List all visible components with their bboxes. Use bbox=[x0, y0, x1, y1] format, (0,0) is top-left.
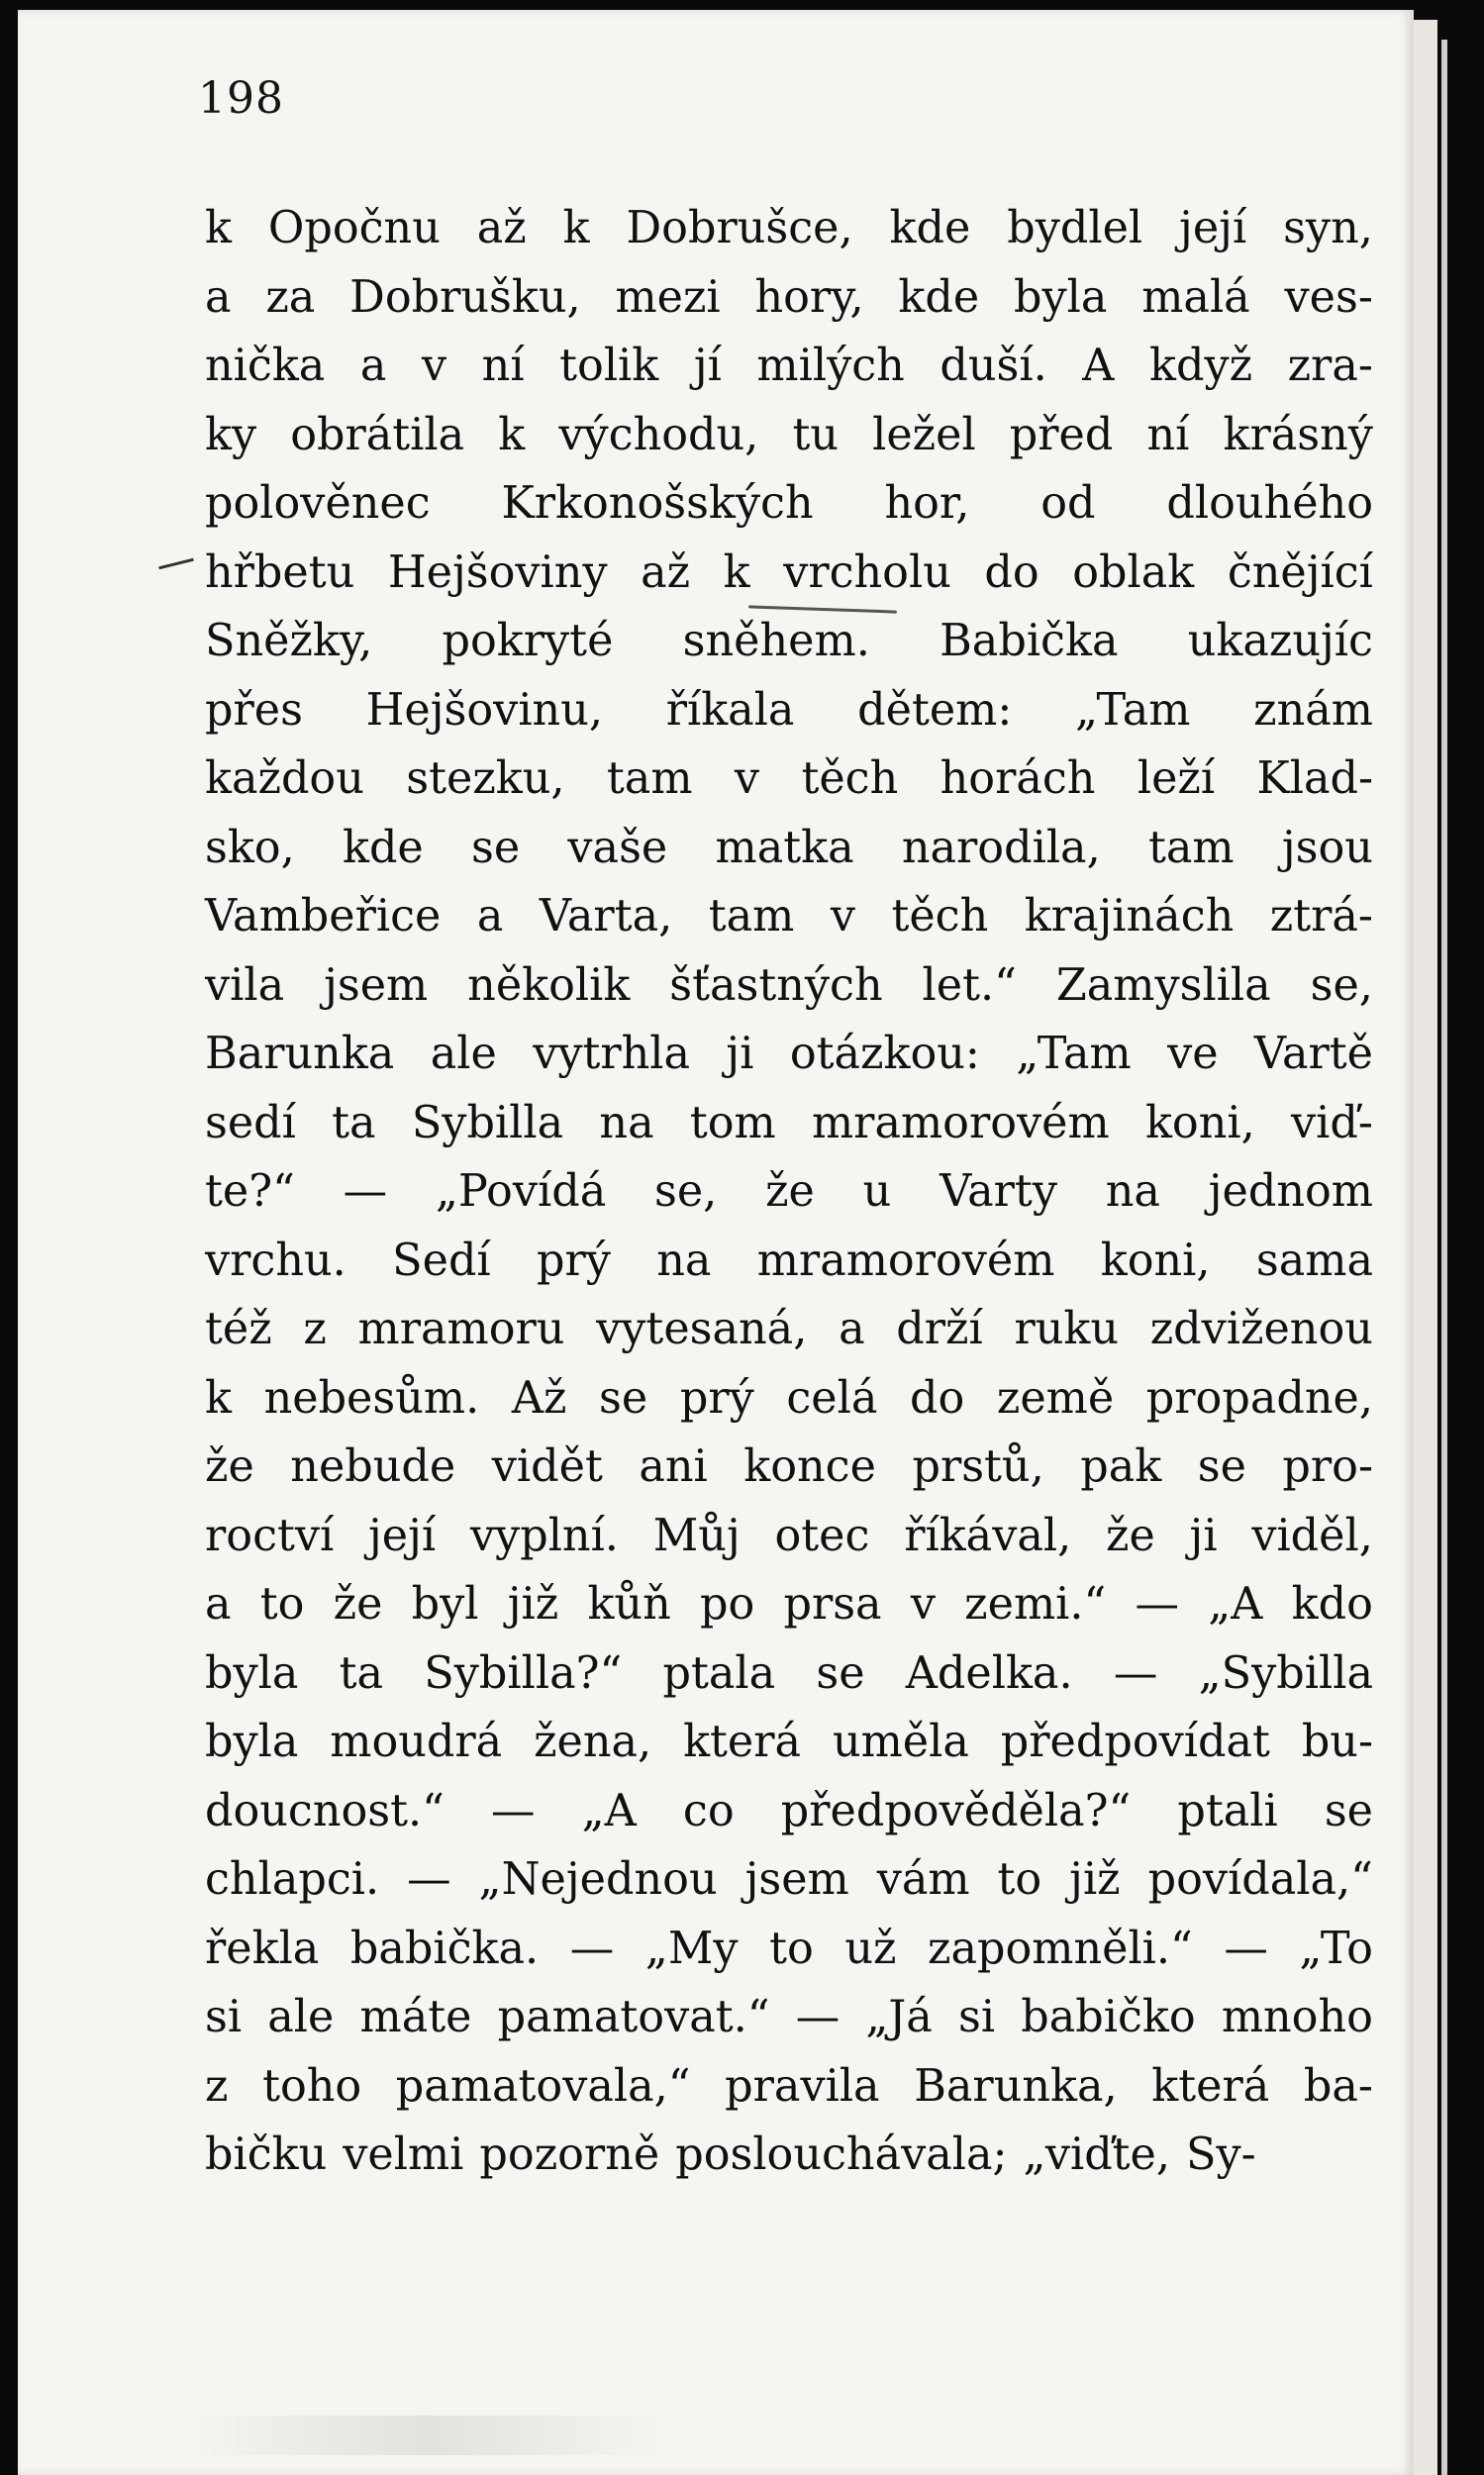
word: u bbox=[862, 1166, 892, 1217]
word: jí bbox=[693, 341, 722, 391]
word: vrcholu bbox=[783, 546, 951, 598]
word: znám bbox=[1253, 684, 1373, 736]
word: Sybilla bbox=[411, 1097, 564, 1148]
word: roctví bbox=[205, 1510, 335, 1561]
word: Dobrušku, bbox=[349, 271, 581, 323]
word: přes bbox=[205, 684, 303, 736]
word: Hejšovinu, bbox=[365, 684, 604, 736]
word: Klad- bbox=[1256, 753, 1373, 804]
word: kde bbox=[898, 271, 980, 323]
word: krásný bbox=[1223, 409, 1373, 460]
word: ji bbox=[1189, 1510, 1218, 1561]
word: Barunka bbox=[205, 1029, 395, 1079]
word: hor, bbox=[884, 478, 970, 529]
word: pamatovala,“ bbox=[395, 2060, 691, 2112]
word: jsem bbox=[324, 959, 429, 1011]
word: žena, bbox=[534, 1717, 652, 1767]
word: se, bbox=[1310, 959, 1373, 1011]
word: šťastných bbox=[669, 959, 883, 1011]
word: si bbox=[205, 1992, 243, 2042]
word: „A bbox=[581, 1785, 637, 1836]
word: oblak bbox=[1072, 546, 1195, 598]
word: toho bbox=[262, 2060, 362, 2112]
word: polověnec bbox=[205, 478, 431, 529]
word: vila bbox=[205, 959, 285, 1011]
word: říkával, bbox=[904, 1510, 1072, 1561]
word: prstů, bbox=[912, 1441, 1044, 1492]
word: Krkonošských bbox=[501, 478, 814, 529]
word: co bbox=[682, 1785, 735, 1836]
word: kůň bbox=[587, 1579, 671, 1630]
word: Varty bbox=[940, 1166, 1057, 1217]
word: uměla bbox=[832, 1717, 969, 1767]
word: zemi.“ bbox=[964, 1579, 1107, 1630]
word: — bbox=[343, 1166, 388, 1217]
word: tam bbox=[708, 891, 795, 941]
word: že bbox=[333, 1579, 383, 1630]
word: zdviženou bbox=[1149, 1304, 1373, 1354]
word: její bbox=[368, 1510, 437, 1561]
word: sněhem. bbox=[682, 616, 870, 666]
word: — bbox=[795, 1992, 841, 2042]
text-line bbox=[205, 1295, 1373, 1364]
word: ani bbox=[639, 1441, 708, 1492]
word: „Tam bbox=[1075, 684, 1191, 736]
text-line bbox=[205, 1570, 1373, 1639]
word: babička. bbox=[349, 1923, 540, 1974]
word: kdo bbox=[1291, 1579, 1373, 1630]
word: sama bbox=[1255, 1235, 1373, 1286]
word: Varta, bbox=[539, 891, 673, 941]
word: každou bbox=[205, 753, 364, 804]
word: prý bbox=[536, 1235, 611, 1286]
word: předpovídat bbox=[1000, 1717, 1270, 1767]
word: „My bbox=[644, 1923, 739, 1974]
word: vytesaná, bbox=[596, 1304, 808, 1354]
word: po bbox=[699, 1579, 755, 1630]
text-line bbox=[205, 951, 1373, 1021]
word: pokryté bbox=[442, 616, 614, 666]
word: povídala,“ bbox=[1147, 1854, 1373, 1905]
word: ji bbox=[726, 1029, 754, 1079]
word: babičko bbox=[1021, 1992, 1196, 2042]
word: koni, bbox=[1100, 1235, 1211, 1286]
word: těch bbox=[891, 891, 989, 941]
word: ale bbox=[267, 1992, 335, 2042]
text-line bbox=[205, 607, 1373, 676]
word: na bbox=[656, 1235, 712, 1286]
word: ní bbox=[1146, 409, 1190, 460]
word: bu- bbox=[1301, 1717, 1373, 1767]
word: kde bbox=[889, 203, 971, 253]
word: mramorovém bbox=[811, 1097, 1110, 1148]
text-line bbox=[205, 1020, 1373, 1089]
word: nička bbox=[205, 341, 326, 391]
word: moudrá bbox=[330, 1717, 503, 1767]
word: — bbox=[407, 1854, 451, 1905]
word: pro- bbox=[1282, 1441, 1373, 1492]
word: ves- bbox=[1284, 271, 1373, 323]
word: Vambeřice bbox=[205, 891, 442, 941]
word: ztrá- bbox=[1269, 891, 1373, 941]
text-line bbox=[205, 1227, 1373, 1296]
word: k bbox=[498, 409, 526, 460]
text-line bbox=[205, 1708, 1373, 1777]
word: chlapci. bbox=[205, 1854, 380, 1905]
word: — bbox=[1113, 1647, 1158, 1699]
text-line bbox=[205, 2052, 1373, 2122]
word: bičku bbox=[205, 2129, 328, 2180]
word: čnějící bbox=[1227, 546, 1373, 598]
word: Sy- bbox=[1186, 2129, 1256, 2180]
word: Zamyslila bbox=[1055, 959, 1271, 1011]
word: obrátila bbox=[290, 409, 465, 460]
word: řekla bbox=[205, 1923, 320, 1974]
word: jsem bbox=[744, 1854, 849, 1905]
text-line bbox=[205, 539, 1373, 608]
word: jednom bbox=[1208, 1166, 1373, 1217]
word: syn, bbox=[1283, 203, 1373, 253]
word: těch bbox=[801, 753, 899, 804]
word: k bbox=[562, 203, 590, 253]
word: že bbox=[1106, 1510, 1155, 1561]
word: když bbox=[1149, 341, 1253, 391]
text-line bbox=[205, 332, 1373, 401]
word: několik bbox=[467, 959, 631, 1011]
word: Babička bbox=[940, 616, 1119, 666]
word: narodila, bbox=[901, 822, 1101, 873]
word: a bbox=[205, 1579, 232, 1630]
word: hory, bbox=[754, 271, 864, 323]
word: již bbox=[507, 1579, 559, 1630]
word: do bbox=[984, 546, 1039, 598]
text-line bbox=[205, 1915, 1373, 1984]
word: Barunka, bbox=[914, 2060, 1118, 2112]
word: mramorovém bbox=[756, 1235, 1055, 1286]
word: tam bbox=[1147, 822, 1235, 873]
text-line bbox=[205, 469, 1373, 539]
word: viděl, bbox=[1251, 1510, 1373, 1561]
word: propadne, bbox=[1145, 1372, 1373, 1424]
word: byl bbox=[411, 1579, 479, 1630]
word: na bbox=[1105, 1166, 1160, 1217]
word: „Sybilla bbox=[1198, 1647, 1373, 1699]
word: let.“ bbox=[922, 959, 1017, 1011]
word: tom bbox=[689, 1097, 776, 1148]
word: Sybilla?“ bbox=[424, 1647, 623, 1699]
word: hřbetu bbox=[205, 546, 355, 598]
word: otázkou: bbox=[789, 1029, 980, 1079]
word: mnoho bbox=[1221, 1992, 1373, 2042]
word: pak bbox=[1080, 1441, 1162, 1492]
word: jsou bbox=[1281, 822, 1373, 873]
word: že bbox=[765, 1166, 815, 1217]
text-line bbox=[205, 882, 1373, 951]
word: vytrhla bbox=[533, 1029, 691, 1079]
text-line bbox=[205, 1364, 1373, 1434]
word: ta bbox=[332, 1097, 376, 1148]
word: — bbox=[491, 1785, 536, 1836]
word: krajinách bbox=[1024, 891, 1235, 941]
word: v bbox=[421, 341, 447, 391]
word: mezi bbox=[615, 271, 721, 323]
word: bydlel bbox=[1007, 203, 1143, 253]
word: dětem: bbox=[857, 684, 1013, 736]
word: ba- bbox=[1303, 2060, 1373, 2112]
word: milých bbox=[756, 341, 905, 391]
word: tu bbox=[792, 409, 839, 460]
word: a bbox=[359, 341, 387, 391]
text-line bbox=[205, 1983, 1373, 2052]
text-line bbox=[205, 744, 1373, 814]
word: před bbox=[1009, 409, 1114, 460]
word: velmi bbox=[343, 2129, 464, 2180]
word: vyplní. bbox=[469, 1510, 619, 1561]
word: východu, bbox=[558, 409, 759, 460]
word: pravila bbox=[725, 2060, 880, 2112]
word: do bbox=[909, 1372, 965, 1424]
word: ky bbox=[205, 409, 257, 460]
word: matka bbox=[715, 822, 854, 873]
word: Sedí bbox=[392, 1235, 491, 1286]
word: „To bbox=[1299, 1923, 1373, 1974]
word: vaše bbox=[567, 822, 668, 873]
word: v bbox=[734, 753, 760, 804]
word: vidět bbox=[491, 1441, 603, 1492]
word: máte bbox=[359, 1992, 472, 2042]
word: sko, bbox=[205, 822, 295, 873]
word: „Tam bbox=[1016, 1029, 1132, 1079]
word: a bbox=[476, 891, 504, 941]
word: pozorně bbox=[479, 2129, 660, 2180]
text-line bbox=[205, 1089, 1373, 1158]
word: která bbox=[683, 1717, 802, 1767]
word: se bbox=[471, 822, 521, 873]
word: ta bbox=[339, 1647, 384, 1699]
word: až bbox=[476, 203, 527, 253]
word: — bbox=[569, 1923, 615, 1974]
word: Adelka. bbox=[905, 1647, 1073, 1699]
text-line bbox=[205, 814, 1373, 883]
word: poslouchávala; bbox=[675, 2129, 1008, 2180]
word: „Já bbox=[865, 1992, 933, 2042]
word: — bbox=[1224, 1923, 1268, 1974]
word: Až bbox=[511, 1372, 567, 1424]
word: Vartě bbox=[1253, 1029, 1373, 1079]
word: leží bbox=[1137, 753, 1216, 804]
text-line bbox=[205, 401, 1373, 470]
word: „A bbox=[1208, 1579, 1263, 1630]
word: už bbox=[844, 1923, 897, 1974]
word: sedí bbox=[205, 1097, 296, 1148]
word: k bbox=[205, 203, 232, 253]
word: se bbox=[816, 1647, 865, 1699]
word: již bbox=[1069, 1854, 1121, 1905]
word: zra- bbox=[1287, 341, 1373, 391]
word: tolik bbox=[559, 341, 659, 391]
word: zapomněli.“ bbox=[928, 1923, 1193, 1974]
word: koni, bbox=[1144, 1097, 1255, 1148]
word: celá bbox=[786, 1372, 878, 1424]
scan-smudge bbox=[178, 2416, 673, 2455]
word: byla bbox=[205, 1717, 299, 1767]
word: a bbox=[839, 1304, 865, 1354]
word: od bbox=[1040, 478, 1096, 529]
word: byla bbox=[1014, 271, 1108, 323]
word: byla bbox=[205, 1647, 299, 1699]
word: z bbox=[303, 1304, 327, 1354]
word: malá bbox=[1141, 271, 1250, 323]
word: stezku, bbox=[406, 753, 565, 804]
text-line bbox=[205, 1502, 1373, 1571]
text-line bbox=[205, 2121, 1373, 2190]
word: to bbox=[997, 1854, 1042, 1905]
word: Dobrušce, bbox=[626, 203, 853, 253]
word: k bbox=[723, 546, 750, 598]
word: „viďte, bbox=[1023, 2129, 1171, 2180]
word: ptala bbox=[662, 1647, 776, 1699]
word: to bbox=[769, 1923, 814, 1974]
word: prý bbox=[679, 1372, 754, 1424]
word: se bbox=[1197, 1441, 1246, 1492]
word: že bbox=[205, 1441, 254, 1492]
word: otec bbox=[774, 1510, 870, 1561]
word: drží bbox=[896, 1304, 983, 1354]
text-line bbox=[205, 1845, 1373, 1915]
word: se bbox=[599, 1372, 648, 1424]
word: z bbox=[205, 2060, 229, 2112]
word: „Povídá bbox=[435, 1166, 607, 1217]
word: „Nejednou bbox=[478, 1854, 718, 1905]
word: říkala bbox=[665, 684, 795, 736]
word: mramoru bbox=[357, 1304, 565, 1354]
word: Opočnu bbox=[267, 203, 441, 253]
text-line bbox=[205, 1433, 1373, 1502]
word: dlouhého bbox=[1166, 478, 1373, 529]
word: vám bbox=[876, 1854, 970, 1905]
word: se bbox=[1324, 1785, 1373, 1836]
word: předpověděla?“ bbox=[780, 1785, 1132, 1836]
word: též bbox=[205, 1304, 272, 1354]
word: pamatovat.“ bbox=[497, 1992, 770, 2042]
text-line bbox=[205, 194, 1373, 263]
word: země bbox=[996, 1372, 1115, 1424]
word: vrchu. bbox=[205, 1235, 346, 1286]
word: duší. bbox=[940, 341, 1047, 391]
word: doucnost.“ bbox=[205, 1785, 445, 1836]
body-text bbox=[205, 194, 1373, 2190]
word: ruku bbox=[1014, 1304, 1119, 1354]
page-number: 198 bbox=[198, 73, 284, 124]
word: Můj bbox=[652, 1510, 741, 1561]
word: ale bbox=[430, 1029, 497, 1079]
word: ní bbox=[481, 341, 525, 391]
word: která bbox=[1151, 2060, 1270, 2112]
word: — bbox=[1135, 1579, 1179, 1630]
word: nebesům. bbox=[263, 1372, 480, 1424]
word: až bbox=[641, 546, 691, 598]
word: ležel bbox=[872, 409, 976, 460]
text-line bbox=[205, 1157, 1373, 1227]
word: za bbox=[265, 271, 316, 323]
word: prsa bbox=[783, 1579, 882, 1630]
text-line bbox=[205, 676, 1373, 745]
word: A bbox=[1082, 341, 1115, 391]
word: se, bbox=[654, 1166, 718, 1217]
word: nebude bbox=[290, 1441, 456, 1492]
word: horách bbox=[940, 753, 1096, 804]
word: si bbox=[957, 1992, 996, 2042]
page-edge-shadow bbox=[1441, 40, 1447, 2475]
word: viď- bbox=[1291, 1097, 1373, 1148]
word: a bbox=[205, 271, 232, 323]
word: Sněžky, bbox=[205, 616, 373, 666]
text-line bbox=[205, 263, 1373, 333]
word: kde bbox=[342, 822, 424, 873]
word: ve bbox=[1167, 1029, 1219, 1079]
word: na bbox=[599, 1097, 654, 1148]
word: Hejšoviny bbox=[387, 546, 608, 598]
word: konce bbox=[743, 1441, 876, 1492]
word: to bbox=[259, 1579, 305, 1630]
text-line bbox=[205, 1777, 1373, 1846]
word: v bbox=[830, 891, 855, 941]
text-line bbox=[205, 1639, 1373, 1709]
word: její bbox=[1179, 203, 1247, 253]
word: k bbox=[205, 1372, 232, 1424]
word: tam bbox=[606, 753, 693, 804]
word: ukazujíc bbox=[1187, 616, 1373, 666]
page-edge bbox=[1414, 20, 1437, 2475]
word: v bbox=[910, 1579, 936, 1630]
word: ptali bbox=[1177, 1785, 1278, 1836]
word: te?“ bbox=[205, 1166, 295, 1217]
